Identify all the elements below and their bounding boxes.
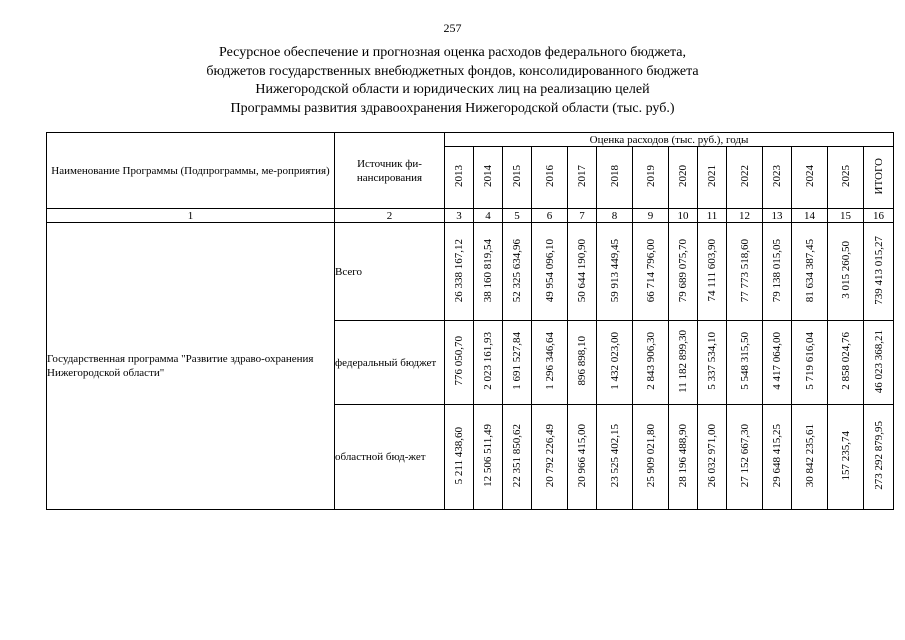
value-cell (503, 223, 532, 321)
value-text: 896 898,10 (576, 336, 588, 386)
year-label: ИТОГО (872, 157, 885, 195)
value-text: 28 196 488,90 (677, 424, 689, 488)
header-year (503, 147, 532, 209)
column-number: 1 (47, 209, 335, 223)
value-cell (597, 223, 633, 321)
column-number: 3 (445, 209, 474, 223)
value-text: 59 913 449,45 (608, 238, 621, 302)
value-text: 22 351 850,62 (511, 424, 523, 488)
value-cell (828, 405, 864, 510)
funding-source: областной бюд-жет (335, 405, 445, 510)
value-cell (474, 405, 503, 510)
value-cell (597, 320, 633, 404)
value-cell (445, 223, 474, 321)
column-number: 14 (792, 209, 828, 223)
year-label: 2016 (543, 165, 556, 188)
document-title (0, 44, 905, 118)
header-year (669, 147, 698, 209)
year-label: 2020 (677, 165, 689, 188)
value-text: 273 292 879,95 (872, 421, 885, 491)
value-cell (727, 320, 763, 404)
value-text: 77 773 518,60 (738, 238, 751, 302)
value-text: 29 648 415,25 (771, 424, 783, 488)
column-number: 12 (727, 209, 763, 223)
value-cell (864, 223, 894, 321)
column-number: 5 (503, 209, 532, 223)
value-text: 1 432 023,00 (608, 332, 621, 391)
value-text: 74 111 603,90 (706, 238, 718, 302)
value-cell (532, 405, 568, 510)
header-expense-estimate: Оценка расходов (тыс. руб.), годы (445, 133, 894, 147)
column-number: 16 (864, 209, 894, 223)
value-text: 157 235,74 (839, 430, 852, 481)
value-text: 2 023 161,93 (482, 332, 494, 391)
value-cell (828, 320, 864, 404)
value-cell (532, 320, 568, 404)
value-cell (727, 223, 763, 321)
budget-table (46, 132, 894, 510)
value-cell (445, 320, 474, 404)
value-text: 11 182 899,30 (677, 329, 689, 393)
value-cell (503, 320, 532, 404)
year-label: 2022 (738, 165, 751, 188)
header-year (698, 147, 727, 209)
column-number: 7 (568, 209, 597, 223)
column-number: 15 (828, 209, 864, 223)
value-text: 776 050,70 (453, 336, 465, 386)
value-cell (445, 405, 474, 510)
value-text: 2 858 024,76 (839, 332, 852, 391)
year-label: 2018 (608, 165, 621, 188)
table-row (47, 223, 894, 321)
value-cell (503, 405, 532, 510)
value-text: 5 719 616,04 (803, 332, 816, 391)
value-text: 5 337 534,10 (706, 332, 718, 391)
value-text: 20 792 226,49 (543, 424, 556, 488)
value-text: 52 325 634,96 (511, 238, 523, 302)
column-number: 11 (698, 209, 727, 223)
value-cell (568, 405, 597, 510)
title-line: Ресурсное обеспечение и прогнозная оценка расходов федерального бюджета, (219, 45, 686, 60)
page-number: 257 (443, 21, 462, 35)
value-cell (792, 320, 828, 404)
column-number: 10 (669, 209, 698, 223)
value-cell (633, 405, 669, 510)
value-text: 25 909 021,80 (644, 424, 657, 488)
header-year (568, 147, 597, 209)
value-text: 23 525 402,15 (608, 424, 621, 488)
value-cell (669, 320, 698, 404)
year-label: 2015 (511, 165, 523, 188)
header-year (727, 147, 763, 209)
value-text: 3 015 260,50 (839, 241, 852, 300)
header-year (864, 147, 894, 209)
year-label: 2025 (839, 165, 852, 188)
value-text: 49 954 096,10 (543, 238, 556, 302)
value-cell (864, 320, 894, 404)
value-text: 20 966 415,00 (576, 424, 588, 488)
value-cell (864, 405, 894, 510)
value-cell (763, 405, 792, 510)
title-line: Программы развития здравоохранения Нижегородской области (тыс. руб.) (230, 100, 675, 116)
header-year (474, 147, 503, 209)
header-year (597, 147, 633, 209)
column-number: 6 (532, 209, 568, 223)
header-year (532, 147, 568, 209)
header-year (445, 147, 474, 209)
column-number: 2 (335, 209, 445, 223)
value-cell (698, 320, 727, 404)
value-cell (633, 223, 669, 321)
value-cell (669, 405, 698, 510)
funding-source: федеральный бюджет (335, 320, 445, 404)
value-cell (669, 223, 698, 321)
year-label: 2013 (453, 165, 465, 188)
value-cell (474, 320, 503, 404)
value-cell (568, 223, 597, 321)
column-number: 13 (763, 209, 792, 223)
value-cell (698, 223, 727, 321)
value-cell (568, 320, 597, 404)
year-label: 2014 (482, 165, 494, 188)
value-cell (828, 223, 864, 321)
title-line: бюджетов государственных внебюджетных фондов, консолидированного бюджета (206, 63, 699, 79)
value-cell (792, 405, 828, 510)
header-funding-source: Источник фи-нансирования (335, 133, 445, 209)
year-label: 2023 (771, 165, 783, 188)
value-cell (597, 405, 633, 510)
value-text: 1 296 346,64 (543, 332, 556, 391)
value-cell (532, 223, 568, 321)
value-text: 739 413 015,27 (872, 235, 885, 305)
column-number: 9 (633, 209, 669, 223)
value-text: 5 548 315,50 (738, 332, 751, 391)
header-program-name: Наименование Программы (Подпрограммы, ме-роприятия) (47, 133, 335, 209)
value-text: 66 714 796,00 (644, 238, 657, 302)
value-text: 26 032 971,00 (706, 424, 718, 488)
value-text: 79 689 075,70 (677, 238, 689, 302)
value-text: 26 338 167,12 (453, 238, 465, 302)
funding-source: Всего (335, 223, 445, 321)
column-number: 8 (597, 209, 633, 223)
title-line: Нижегородской области и юридических лиц на реализацию целей (255, 82, 650, 97)
value-text: 12 506 511,49 (482, 424, 494, 488)
value-cell (763, 223, 792, 321)
value-text: 81 634 387,45 (803, 238, 816, 302)
value-cell (792, 223, 828, 321)
value-text: 27 152 667,30 (738, 424, 751, 488)
value-text: 46 023 368,21 (872, 329, 885, 393)
year-label: 2024 (803, 165, 816, 188)
year-label: 2021 (706, 165, 718, 188)
value-text: 50 644 190,90 (576, 238, 588, 302)
year-label: 2017 (576, 165, 588, 188)
value-cell (633, 320, 669, 404)
value-cell (763, 320, 792, 404)
value-cell (698, 405, 727, 510)
program-name: Государственная программа "Развитие здраво-охранения Нижегородской области" (47, 223, 335, 510)
value-text: 38 160 819,54 (482, 238, 494, 302)
value-text: 30 842 235,61 (803, 424, 816, 488)
column-number: 4 (474, 209, 503, 223)
value-text: 1 691 527,84 (511, 332, 523, 391)
value-cell (727, 405, 763, 510)
value-cell (474, 223, 503, 321)
value-text: 5 211 438,60 (453, 427, 465, 485)
header-year (633, 147, 669, 209)
header-year (792, 147, 828, 209)
header-year (763, 147, 792, 209)
value-text: 79 138 015,05 (771, 238, 783, 302)
header-year (828, 147, 864, 209)
value-text: 2 843 906,30 (644, 332, 657, 391)
year-label: 2019 (644, 165, 657, 188)
value-text: 4 417 064,00 (771, 332, 783, 391)
